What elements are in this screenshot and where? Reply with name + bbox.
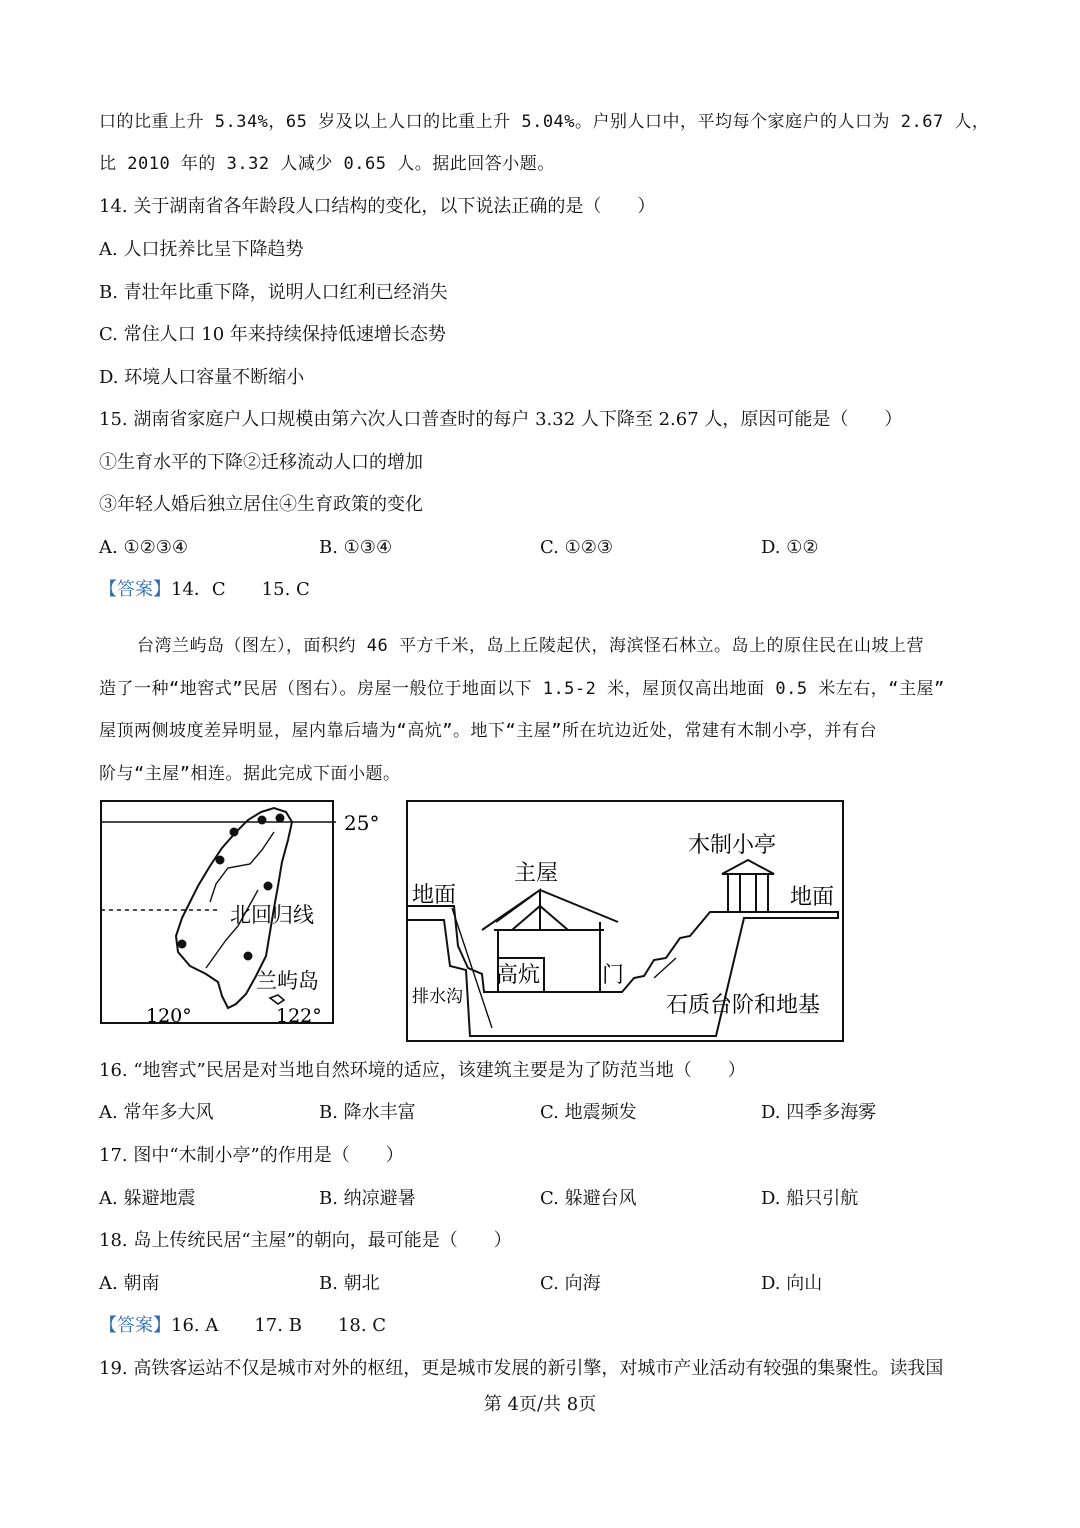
ground-label-right: 地面 xyxy=(790,885,835,910)
passage-line-3: 屋顶两侧坡度差异明显，屋内靠后墙为“高炕”。地下“主屋”所在坑边近处，常建有木制小亭，并有台 xyxy=(99,721,877,741)
intro-line-1: 口的比重上升 5.34%，65 岁及以上人口的比重上升 5.04%。户别人口中，平均每个家庭户的人口为 2.67 人， xyxy=(99,112,990,132)
q16-stem: 16. “地窖式”民居是对当地自然环境的适应，该建筑主要是为了防范当地（ ） xyxy=(99,1060,746,1081)
answer-text: 16. A 17. B 18. C xyxy=(171,1315,387,1336)
page-footer: 第 4页/共 8页 xyxy=(483,1394,597,1415)
city-dot xyxy=(276,814,285,823)
city-dot xyxy=(244,952,253,961)
answer-text: 14．C 15. C xyxy=(171,579,310,600)
answer-tag: 【答案】 xyxy=(99,1315,171,1336)
pavilion-structure xyxy=(722,860,774,912)
door-label: 门 xyxy=(602,963,625,988)
answer-14-15 xyxy=(99,576,990,604)
q15-option-a: A. ①②③④ xyxy=(99,537,188,558)
steps-pointer-line xyxy=(654,958,676,978)
passage-line-2: 造了一种“地窖式”民居（图右）。房屋一般位于地面以下 1.5-2 米，屋顶仅高出地面 0.5 米左右，“主屋” xyxy=(99,679,945,699)
answer-tag: 【答案】 xyxy=(99,579,171,600)
q14-option-c: C. 常住人口 10 年来持续保持低速增长态势 xyxy=(99,324,446,345)
city-dot xyxy=(178,940,187,949)
lat-25-label: 25° xyxy=(344,811,380,835)
q16-option-a: A. 常年多大风 xyxy=(99,1102,214,1123)
cellar-house-diagram xyxy=(404,798,846,1044)
lon-120-label: 120° xyxy=(146,1005,192,1027)
q15-stem: 15. 湖南省家庭户人口规模由第六次人口普查时的每户 3.32 人下降至 2.67 人，原因可能是（ ） xyxy=(99,409,903,430)
tropic-label: 北回归线 xyxy=(230,903,314,927)
taiwan-map-figure xyxy=(98,798,390,1028)
city-dot xyxy=(230,828,239,837)
intro-line-2: 比 2010 年的 3.32 人减少 0.65 人。据此回答小题。 xyxy=(99,154,555,174)
kang-label: 高炕 xyxy=(496,963,541,988)
q16-option-d: D. 四季多海雾 xyxy=(761,1102,877,1123)
mountain-boundary-line xyxy=(210,832,274,902)
q14-option-b: B. 青壮年比重下降，说明人口红利已经消失 xyxy=(99,282,448,303)
q15-option-b: B. ①③④ xyxy=(319,537,393,558)
city-dot xyxy=(264,882,273,891)
q16-option-b: B. 降水丰富 xyxy=(319,1102,416,1123)
q14-option-d: D. 环境人口容量不断缩小 xyxy=(99,367,305,388)
passage-line-4: 阶与“主屋”相连。据此完成下面小题。 xyxy=(99,764,401,784)
q18-stem: 18. 岛上传统民居“主屋”的朝向，最可能是（ ） xyxy=(99,1230,512,1251)
q17-option-d: D. 船只引航 xyxy=(761,1188,859,1209)
q14-stem: 14. 关于湖南省各年龄段人口结构的变化，以下说法正确的是（ ） xyxy=(99,196,656,217)
lon-122-label: 122° xyxy=(276,1005,322,1027)
passage-line-1: 台湾兰屿岛（图左），面积约 46 平方千米，岛上丘陵起伏，海滨怪石林立。岛上的原住民在山坡上营 xyxy=(137,636,924,656)
ground-label-left: 地面 xyxy=(412,883,457,908)
q16-option-c: C. 地震频发 xyxy=(540,1102,637,1123)
lanyu-island-shape xyxy=(270,995,284,1004)
city-dot xyxy=(216,856,225,865)
q17-option-b: B. 纳凉避暑 xyxy=(319,1188,416,1209)
q18-option-c: C. 向海 xyxy=(540,1273,601,1294)
q15-option-c: C. ①②③ xyxy=(540,537,613,558)
q17-option-c: C. 躲避台风 xyxy=(540,1188,637,1209)
q18-option-d: D. 向山 xyxy=(761,1273,823,1294)
q15-item-1: ①生育水平的下降②迁移流动人口的增加 xyxy=(99,452,423,473)
main-house-roof xyxy=(482,890,618,930)
lanyu-label: 兰屿岛 xyxy=(256,969,319,993)
pavilion-label: 木制小亭 xyxy=(688,833,777,858)
ditch-label: 排水沟 xyxy=(412,987,463,1007)
q17-stem: 17. 图中“木制小亭”的作用是（ ） xyxy=(99,1145,404,1166)
main-house-label: 主屋 xyxy=(514,861,559,886)
q18-option-b: B. 朝北 xyxy=(319,1273,380,1294)
q15-option-d: D. ①② xyxy=(761,537,819,558)
q14-option-a: A. 人口抚养比呈下降趋势 xyxy=(99,239,304,260)
q18-option-a: A. 朝南 xyxy=(99,1273,160,1294)
steps-label: 石质台阶和地基 xyxy=(666,993,821,1018)
q17-option-a: A. 躲避地震 xyxy=(99,1188,196,1209)
q19-stem: 19. 高铁客运站不仅是城市对外的枢纽，更是城市发展的新引擎，对城市产业活动有较强的集聚性。读我国 xyxy=(99,1358,944,1379)
q15-item-2: ③年轻人婚后独立居住④生育政策的变化 xyxy=(99,494,423,515)
answer-16-18 xyxy=(99,1312,990,1340)
city-dot xyxy=(258,816,267,825)
